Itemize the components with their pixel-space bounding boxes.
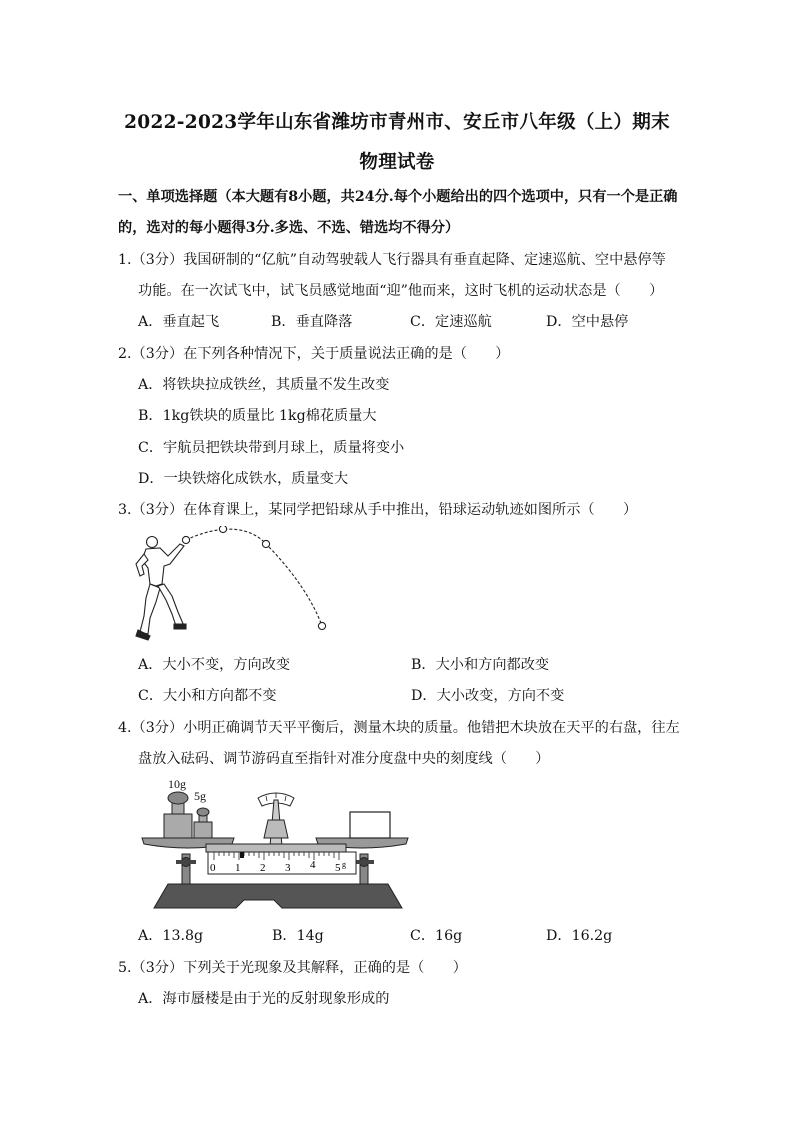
q2-option-c: C．宇航员把铁块带到月球上，质量将变小 <box>138 440 405 456</box>
q5-option-a: A．海市蜃楼是由于光的反射现象形成的 <box>138 991 390 1007</box>
trajectory-curve <box>186 529 322 626</box>
athlete-icon <box>136 537 186 641</box>
q3-option-a: A．大小不变，方向改变 <box>138 657 291 673</box>
balance-beam <box>206 844 346 852</box>
balance-figure <box>136 776 418 914</box>
exam-title-line2: 物理试卷 <box>359 152 435 173</box>
ball-end <box>318 622 325 629</box>
q2-option-d: D．一块铁熔化成铁水，质量变大 <box>138 471 349 487</box>
q3-stem: 3.（3分）在体育课上，某同学把铅球从手中推出，铅球运动轨迹如图所示（ ） <box>118 502 638 518</box>
weight-10g-icon <box>164 792 192 838</box>
weight-10g-label: 10g <box>168 777 186 791</box>
wood-block <box>350 812 390 838</box>
q4-stem-line2: 盘放入砝码、调节游码直至指针对准分度盘中央的刻度线（ ） <box>138 751 550 767</box>
scale-unit: g <box>342 860 346 869</box>
weight-5g-icon <box>194 808 212 838</box>
section-heading-line1: 一、单项选择题（本大题有8小题，共24分.每个小题给出的四个选项中，只有一个是正确 <box>118 189 678 205</box>
q1-stem-line2: 功能。在一次试飞中，试飞员感觉地面“迎”他而来，这时飞机的运动状态是（ ） <box>138 283 664 299</box>
q1-option-c: C．定速巡航 <box>410 314 492 330</box>
scale-tick-5: 5 <box>335 862 341 874</box>
q4-option-d: D．16.2g <box>546 928 613 944</box>
q4-option-c: C．16g <box>410 928 463 944</box>
q4-option-a: A．13.8g <box>138 928 204 944</box>
scale-tick-3: 3 <box>285 862 291 874</box>
shot-put-figure <box>130 526 340 644</box>
q2-stem: 2.（3分）在下列各种情况下，关于质量说法正确的是（ ） <box>118 346 510 362</box>
q3-option-b: B．大小和方向都改变 <box>411 657 550 673</box>
ball-mid <box>262 540 269 547</box>
q5-stem: 5.（3分）下列关于光现象及其解释，正确的是（ ） <box>118 960 467 976</box>
q3-option-c: C．大小和方向都不变 <box>138 688 277 704</box>
section-heading-line2: 的，选对的每小题得3分.多选、不选、错选均不得分） <box>118 220 460 236</box>
balance-base <box>154 884 402 908</box>
exam-title-line1: 2022-2023学年山东省潍坊市青州市、安丘市八年级（上）期末 <box>124 112 670 133</box>
weight-5g-label: 5g <box>194 789 206 803</box>
q4-stem-line1: 4.（3分）小明正确调节天平平衡后，测量木块的质量。他错把木块放在天平的右盘，往左 <box>118 720 680 736</box>
scale-tick-1: 1 <box>235 862 241 874</box>
q1-stem-line1: 1.（3分）我国研制的“亿航”自动驾驶载人飞行器具有垂直起降、定速巡航、空中悬停等 <box>118 252 666 268</box>
q1-option-a: A．垂直起飞 <box>138 314 220 330</box>
ball-start <box>182 536 189 543</box>
rider-icon <box>240 852 244 858</box>
scale-tick-2: 2 <box>260 862 266 874</box>
scale-tick-0: 0 <box>210 862 216 874</box>
scale-tick-4: 4 <box>310 859 316 871</box>
ball-peak <box>219 526 226 533</box>
q3-option-d: D．大小改变，方向不变 <box>411 688 565 704</box>
q2-option-b: B．1kg铁块的质量比 1kg棉花质量大 <box>138 408 377 424</box>
q1-option-d: D．空中悬停 <box>546 314 629 330</box>
q1-option-b: B．垂直降落 <box>271 314 353 330</box>
q4-option-b: B．14g <box>272 928 324 944</box>
q2-option-a: A．将铁块拉成铁丝，其质量不发生改变 <box>138 377 390 393</box>
